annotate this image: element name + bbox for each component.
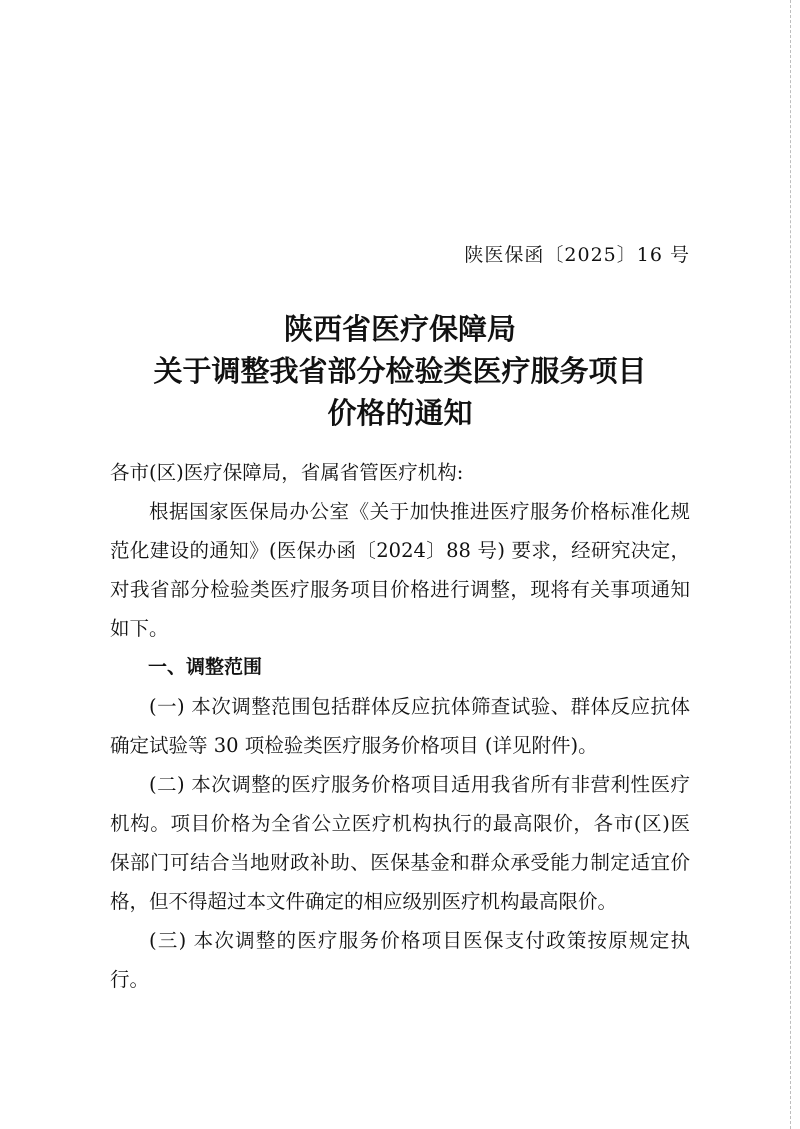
item-paragraph-3: (三) 本次调整的医疗服务价格项目医保支付政策按原规定执行。 [110,929,690,991]
title-line-2: 关于调整我省部分检验类医疗服务项目 [153,354,647,388]
intro-paragraph: 根据国家医保局办公室《关于加快推进医疗服务价格标准化规范化建设的通知》(医保办函〔2024〕88 号) 要求，经研究决定，对我省部分检验类医疗服务项目价格进行调整，现将有关事项通知如下。 [110,500,690,640]
item-paragraph-1: (一) 本次调整范围包括群体反应抗体筛查试验、群体反应抗体确定试验等 30 项检验类医疗服务价格项目 (详见附件)。 [110,695,690,757]
title-line-1: 陕西省医疗保障局 [283,312,516,346]
document-body [110,453,690,999]
scan-edge-line [790,0,792,1129]
document-title [0,308,800,434]
salutation: 各市(区)医疗保障局，省属省管医疗机构: [110,461,464,484]
section-heading-scope: 一、调整范围 [148,656,263,678]
title-line-3: 价格的通知 [327,396,473,430]
document-number: 陕医保函〔2025〕16 号 [464,244,690,266]
item-paragraph-2: (二) 本次调整的医疗服务价格项目适用我省所有非营利性医疗机构。项目价格为全省公立医疗机构执行的最高限价，各市(区)医保部门可结合当地财政补助、医保基金和群众承受能力制定适宜价格，但不得超过本文件确定的相应级别医疗机构最高限价。 [110,773,690,913]
